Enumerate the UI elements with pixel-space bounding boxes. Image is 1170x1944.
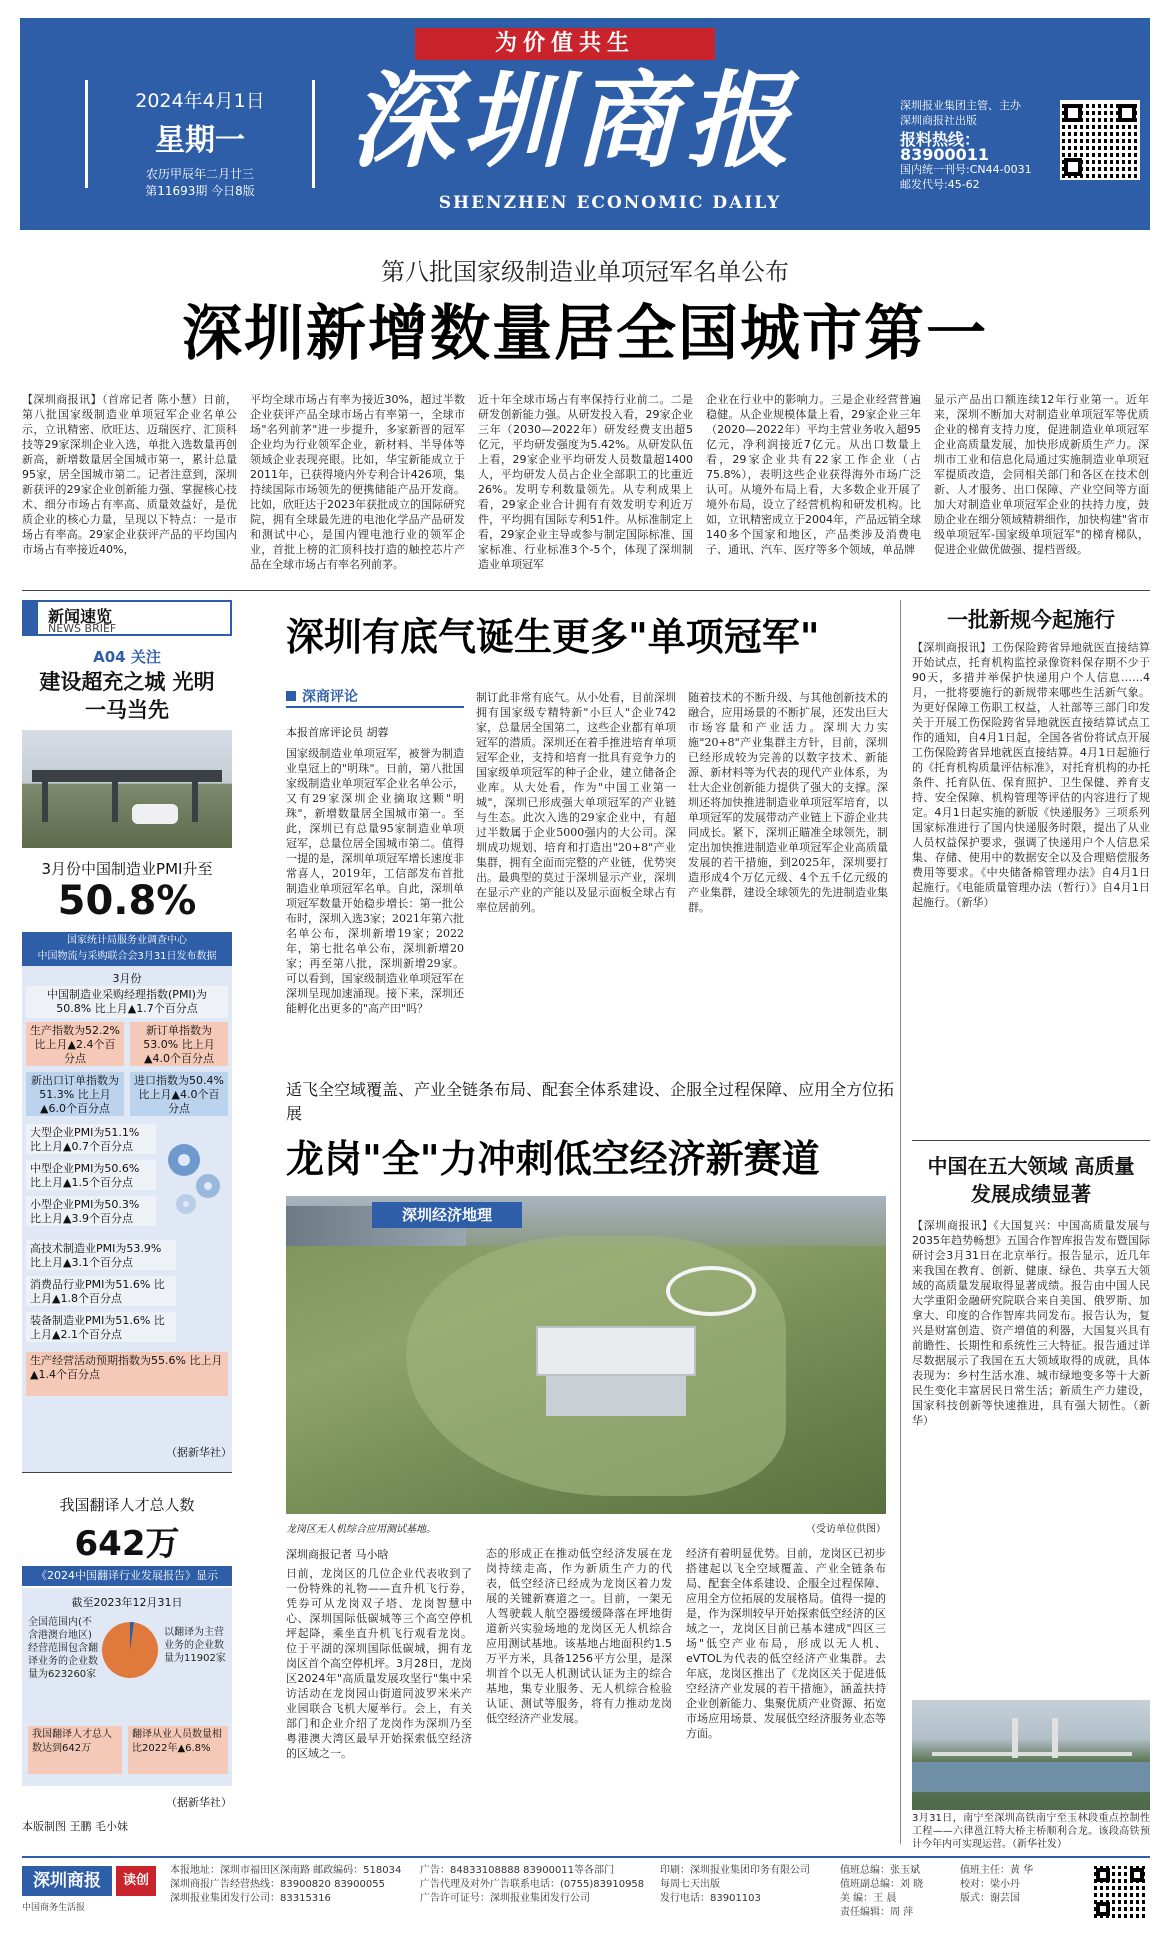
lead-col-3: 近十年全球市场占有率保持行业前二。二是研发创新能力强。从研发投入看，29家企业三年（2030—2022年）研发经费支出超5亿元，平均研发强度为5.42%。从研发队伍上看，29家企业平均研发人员数量超1400人，平均研发人员占企业全部职工的比重近26%。发明专利数量领先。从专利成果上看，29家企业合计拥有有效发明专利近万件，平均拥有国际专利51件。从标准制定上看，29家企业主导或参与制定国际标准、国家标准、行业标准3个-5个，体现了深圳制造业单项冠军 (478, 393, 693, 571)
divider (22, 590, 1150, 591)
bridge-caption: 3月31日，南宁至深圳高铁南宁至玉林段重点控制性工程——六律邕江特大桥主桥顺利合龙。该段高铁预计今年内可实现运营。（新华社发） (912, 1813, 1150, 1850)
pmi-row-hightech: 高技术制造业PMI为53.9% 比上月▲3.1个百分点 (26, 1240, 176, 1270)
pmi-row-production: 生产指数为52.2% 比上月▲2.4个百分点 (26, 1022, 124, 1066)
talent-intro: 我国翻译人才总人数 (59, 1496, 195, 1514)
longgang-aerial-photo (286, 1196, 886, 1514)
newspaper-logo-en: SHENZHEN ECONOMIC DAILY (438, 193, 782, 213)
footer (0, 1858, 1170, 1944)
lead-col-4: 企业在行业中的影响力。三是企业经营普遍稳健。从企业规模体量上看，29家企业三年（2020—2022年）平均主营业务收入超95亿元，净利润接近7亿元。从出口数量上看，29家企业共有22家工作企业（占75.8%），表明这些企业获得海外市场广泛认可。从境外布局上看，大多数企业开展了境外布局，设立了经营机构和研发机构。比如，立讯精密成立于2004年，产品远销全球140多个国家和地区，产品类涉及消费电子、通讯、汽车、医疗等多个领域，单品牌 (706, 393, 921, 556)
footer-col-5: 值班主任：黄 华 校对：梁小丹 版式：谢芸国 (960, 1865, 1034, 1904)
talent-credit: （据新华社） (166, 1796, 232, 1809)
longgang-text-1: 日前，龙岗区的几位企业代表收到了一份特殊的礼物——直升机飞行券，凭券可从龙岗双子塔、龙岗智慧中心、深圳国际低碳城等三个高空停机坪起降，乘坐直升机飞行观看龙岗。位于平湖的深圳国际低碳城，拥有龙岗区首个高空停机坪。3月28日，龙岗区2024年"高质量发展攻坚行"集中采访活动在龙岗园山街道同波罗米米产业园联合飞机大厦举行。会上，有关部门和企业介绍了龙岗作为深圳乃至粤港澳大湾区最早开始探索低空经济的区域之一。 (286, 1567, 472, 1760)
pmi-row-main: 中国制造业采购经理指数(PMI)为50.8% 比上月▲1.7个百分点 (26, 986, 228, 1018)
masthead (20, 18, 1150, 230)
photo-caption: 龙岗区无人机综合应用测试基地。 (286, 1524, 436, 1535)
new-rules-text: 【深圳商报讯】工伤保险跨省异地就医直接结算开始试点，托育机构监控录像资料保存期不少于90天，多措并举保护快递用户个人信息……4月，一批将要施行的新规带来哪些生活新气象。为更好保障工伤职工权益，人社部等三部门印发关于开展工伤保险跨省异地就医直接结算试点工作的通知，自4月1日起，全国各省份将试点开展工伤保险跨省异地就医直接结算。4月1日起施行的《托育机构质量评估标准》，对托育机构的办托条件、托育队伍、保育照护、卫生保健、养育支持、安全保障、机构管理等评估的内容进行了规定。4月1日起实施的新版《快递服务》三项系列国家标准进行了国内快递服务时限，提出了从业人员权益保护要求，强调了快递用户个人信息采集、存储、使用中的数据安全以及合理赔偿服务费用等要求。《中央储备棉管理办法》自4月1日起施行。《电能质量管理办法（暂行）》自4月1日起施行。（新华） (912, 641, 1150, 909)
lead-col-1: 【深圳商报讯】（首席记者 陈小慧）日前，第八批国家级制造业单项冠军企业名单公示，立讯精密、欣旺达、迈瑞医疗、汇顶科技等29家深圳企业入选，单批入选数量再创新高，新增数量居全国城市第一，累计总量95家，居全国城市第二。记者注意到，深圳新获评的29家企业创新能力强、掌握核心技术、细分市场占有率高、质量效益好，是优质企业的核心力量，呈现以下特点：一是市场占有率高。29家企业获评产品的平均国内市场占有率接近40%， (22, 393, 237, 556)
pmi-row-small: 小型企业PMI为50.3% 比上月▲3.9个百分点 (26, 1196, 156, 1226)
hotline-number: 83900011 (900, 145, 990, 164)
charging-station-photo (22, 730, 232, 848)
commentary-text-2: 制订此非常有底气。从小处看，目前深圳拥有国家级专精特新"小巨人"企业742家，总量居全国第二，这些企业都有单项冠军的潜质。深圳还在着手推进培育单项冠军企业，支持和培育一批具有竞争力的国家级单项冠军的种子企业，建立储备企业库。从大处看，作为"中国工业第一城"，深圳已形成强大单项冠军的产业链与生态。此次入选的29家企业中，有超过半数属于企业5000强内的大公司。深圳成功规划、培育和打造出"20+8"产业集群，拥有全面而完整的产业链，优势突出。最典型的莫过于深圳显示产业，深圳在显示产业的产能以及显示面板全球占有率位居前列。 (476, 691, 676, 914)
lunar-date: 农历甲辰年二月廿三 (145, 167, 254, 181)
editor-credit: 本版制图 王鹏 毛小妹 (22, 1820, 128, 1833)
hotline-label: 报料热线： (900, 130, 981, 149)
lead-kicker: 第八批国家级制造业单项冠军名单公布 (381, 258, 789, 286)
footer-brand: 读创 (116, 1866, 156, 1896)
pmi-source-1: 国家统计局服务业调查中心 (67, 935, 187, 946)
lead-headline[interactable]: 深圳新增数量居全国城市第一 (182, 299, 988, 369)
footer-col-3: 印刷：深圳报业集团印务有限公司 每周七天出版 发行电话：83901103 (660, 1865, 810, 1904)
pmi-source (22, 932, 232, 966)
qr-code-icon[interactable] (1060, 100, 1140, 180)
five-fields-headline[interactable]: 中国在五大领域 高质量发展成绩显著 (927, 1154, 1135, 1206)
lead-col-5: 显示产品出口额连续12年行业第一。近年来，深圳不断加大对制造业单项冠军等优质企业的梯育支持力度，促进制造业单项冠军企业高质量发展，加快形成新质生产力。深圳市工业和信息化局通过实施制造业单项冠军提质改造，会同相关部门和各区在技术创新、人才服务、出口保障、产业空间等方面加大对制造业单项冠军企业的扶持力度，鼓励企业在细分领域精耕细作，加快构建"省市级单项冠军-国家级单项冠军"的梯育梯队，促进企业做优做强、提档晋级。 (934, 393, 1149, 556)
footer-slogan: 中国商务生活报 (22, 1903, 86, 1913)
focus-title[interactable]: 建设超充之城 光明一马当先 (39, 670, 215, 722)
bridge-photo (912, 1700, 1150, 1810)
longgang-byline: 深圳商报记者 马小晗 (286, 1548, 389, 1561)
photo-tag: 深圳经济地理 (372, 1202, 522, 1228)
hotline (900, 132, 1050, 162)
pmi-row-expectation: 生产经营活动预期指数为55.6% 比上月▲1.4个百分点 (26, 1352, 228, 1396)
footer-col-2: 广告：84833108888 83900011等各部门 广告代理及对外广告联系电话：(0755)83910958 广告许可证号：深圳报业集团发行公司 (420, 1865, 645, 1904)
footer-qr-code-icon[interactable] (1092, 1864, 1148, 1920)
footer-col-4: 值班总编：张玉斌 值班副总编：刘 晓 美 编：王 晨 责任编辑：周 萍 (840, 1865, 924, 1918)
pmi-source-2: 中国物流与采购联合会3月31日发布数据 (37, 951, 217, 962)
newspaper-logo: 深圳商报 (350, 59, 799, 182)
divider (22, 1472, 232, 1473)
footer-col-1: 本报地址：深圳市福田区深南路 邮政编码：518034 深圳商报广告经营热线：83900820 83900055 深圳报业集团发行公司：83315316 (170, 1865, 402, 1904)
commentary-headline[interactable]: 深圳有底气诞生更多"单项冠军" (286, 615, 820, 659)
pmi-row-export: 新出口订单指数为51.3% 比上月▲6.0个百分点 (26, 1072, 124, 1116)
issue-date: 2024年4月1日 (135, 90, 265, 112)
commentary-column (286, 686, 464, 708)
column-name: 深商评论 (302, 689, 358, 705)
issue-number: 第11693期 今日8版 (145, 184, 255, 198)
new-rules-headline[interactable]: 一批新规今起施行 (947, 608, 1115, 632)
pmi-row-medium: 中型企业PMI为50.6% 比上月▲1.5个百分点 (26, 1160, 156, 1190)
post-code: 邮发代号:45-62 (900, 178, 980, 191)
pie-label-left: 全国范围内(不含港澳台地区)经营范围包含翻译业务的企业数量为623260家 (28, 1617, 98, 1680)
commentary-text-1: 国家级制造业单项冠军，被誉为制造业皇冠上的"明珠"。日前，第八批国家级制造业单项冠军企业名单公示，又有29家深圳企业摘取这颗"明珠"，新增数量居全国城市第一。至此，深圳已有总量95家制造业单项冠军，总量位居全国城市第二。值得一提的是，深圳单项冠军增长速度非常喜人，2019年，工信部发布首批制造业单项冠军名单。自此，深圳单项冠军数量开始稳步增长：第一批公布时，深圳入选3家；2021年第六批名单公布，深圳新增19家；2022年，第七批名单公布，深圳新增20家；再至第八批，深圳新增29家。可以看到，国家级制造业单项冠军在深圳呈现加速涌现。接下来，深圳还能孵化出更多的"高产田"吗？ (286, 747, 464, 1015)
weekday: 星期一 (155, 123, 245, 158)
pmi-value: 50.8% (57, 878, 197, 924)
publisher-info (900, 98, 1050, 192)
report-date: 截至2023年12月31日 (71, 1596, 183, 1609)
photo-credit: （受访单位供图） (806, 1524, 886, 1535)
news-brief-en: NEWS BRIEF (48, 622, 117, 635)
longgang-text-3: 经济有着明显优势。目前，龙岗区已初步搭建起以飞全空域覆盖、产业全链条布局、配套全体系建设、企服全过程保障、应用全方位拓展的发展格局。值得一提的是，作为深圳较早开始探索低空经济的区域之一，龙岗区目前已基本建成"四区三场"低空产业布局，形成以无人机、eVTOL为代表的低空经济产业集群。去年底，龙岗区推出了《龙岗区关于促进低空经济产业发展的若干措施》，涵盖扶持企业创新能力、集聚优质产业资源、拓宽市场应用场景、发展低空经济服务业态等方面。 (686, 1547, 886, 1740)
news-brief-title: 新闻速览 (48, 607, 113, 626)
footer-logo: 深圳商报 (22, 1866, 112, 1896)
publisher-line-2: 深圳商报社出版 (900, 114, 977, 127)
pmi-row-large: 大型企业PMI为51.1% 比上月▲0.7个百分点 (26, 1124, 156, 1154)
longgang-headline[interactable]: 龙岗"全"力冲刺低空经济新赛道 (286, 1137, 820, 1181)
pmi-intro: 3月份中国制造业PMI升至 (41, 860, 213, 878)
longgang-text-2: 态的形成正在推动低空经济发展在龙岗持续走高，作为新质生产力的代表，低空经济已经成为龙岗区着力发展的关键新赛道之一。目前，一架无人驾驶载人航空器缓缓降落在坪地街道新兴实验场地的龙岗区无人机综合应用测试基地。该基地占地面积约1.5万平方米，具备1256平方公里，是深圳首个以无人机测试认证为主的综合基地，集专业服务、无人机综合检验认证、测试等服务，将有力推动龙岗低空经济产业发展。 (486, 1547, 672, 1725)
pie-label-right: 以翻译为主营业务的企业数量为11902家 (164, 1627, 226, 1664)
pmi-row-equipment: 装备制造业PMI为51.6% 比上月▲2.1个百分点 (26, 1312, 176, 1342)
pmi-row-new-orders: 新订单指数为53.0% 比上月▲4.0个百分点 (130, 1022, 228, 1066)
publisher-line-1: 深圳报业集团主管、主办 (900, 99, 1021, 112)
pmi-month: 3月份 (112, 972, 142, 985)
gear-icon (162, 1130, 226, 1220)
date-box (85, 80, 315, 198)
talent-value: 642万 (74, 1524, 180, 1564)
pmi-credit: （据新华社） (166, 1446, 232, 1459)
divider (912, 1140, 1150, 1141)
talent-stat-1: 我国翻译人才总人数达到642万 (28, 1726, 122, 1774)
lead-col-2: 平均全球市场占有率为接近30%，超过半数企业获评产品全球市场占有率第一，全球市场"名列前茅"进一步提升，多家新晋的冠军企业均为行业领军企业，新材料、半导体等领域企业表现亮眼。比如，华宝新能成立于2011年，已获得境内外专利合计426项，集持续国际市场领先的便携储能产品开发商。比如，欣旺达于2023年获批成立的国际研究院，拥有全球最先进的电池化学品产品研发和测试中心，是国内锂电池行业的领军企业，首批上榜的汇顶科技打造的触控芯片产品在全球市场占有率名列前茅。 (250, 393, 465, 571)
pmi-row-import: 进口指数为50.4% 比上月▲4.0个百分点 (130, 1072, 228, 1116)
commentary-text-3: 随着技术的不断升级、与其他创新技术的融合，应用场景的不断扩展，还发出巨大市场容量和产业活力。深圳大力实施"20+8"产业集群主方针，目前，深圳已经形成较为完善的以数字技术、新能源、新材料等为代表的现代产业体系，为壮大企业创新能力提供了强大的支撑。深圳还将加快推进制造业单项冠军培育，以单项冠军的发展带动产业链上下游企业共同成长。紧下，深圳正瞄准全球领先，制定出加快推进制造业单项冠军企业高质量发展的若干措施，到2025年，深圳要打造形成4个万亿元级、4个五千亿元级的产业集群，建设全球领先的先进制造业集群。 (688, 691, 888, 914)
five-fields-text: 【深圳商报讯】《大国复兴：中国高质量发展与2035年趋势畅想》五国合作智库报告发布暨国际研讨会3月31日在北京举行。报告显示，近几年来我国在教育、创新、健康、绿色、共享五大领域的高质量发展取得显著成绩。报告由中国人民大学重阳金融研究院联合来自美国、俄罗斯、加拿大、印度的合作智库共同发布。报告认为，复兴是财富创造、资产增值的利器，大国复兴具有前瞻性、长期性和系统性三大特征。报告通过详尽数据展示了我国在五大领域取得的成就，具体表现为：乡村生活水准、城市绿地变多等十大新民生变化丰富居民日常生活；新质生产力建设，国家科技创新等快速推进，具有强大韧性。（新华） (912, 1219, 1150, 1427)
report-title: 《2024中国翻译行业发展报告》显示 (22, 1566, 232, 1586)
cn-number: 国内统一刊号:CN44-0031 (900, 163, 1032, 176)
talent-stat-2: 翻译从业人员数量相比2022年▲6.8% (128, 1726, 228, 1774)
column-divider (900, 600, 901, 1844)
news-brief-tag (22, 600, 232, 636)
pmi-row-consumer: 消费品行业PMI为51.6% 比上月▲1.8个百分点 (26, 1276, 176, 1306)
slogan-banner: 为价值共生 (415, 28, 715, 60)
pie-chart (100, 1620, 160, 1680)
focus-page: A04 关注 (93, 648, 161, 666)
longgang-kicker: 适飞全空域覆盖、产业全链条布局、配套全体系建设、企服全过程保障、应用全方位拓展 (286, 1080, 895, 1123)
commentary-byline: 本报首席评论员 胡蓉 (286, 726, 389, 739)
